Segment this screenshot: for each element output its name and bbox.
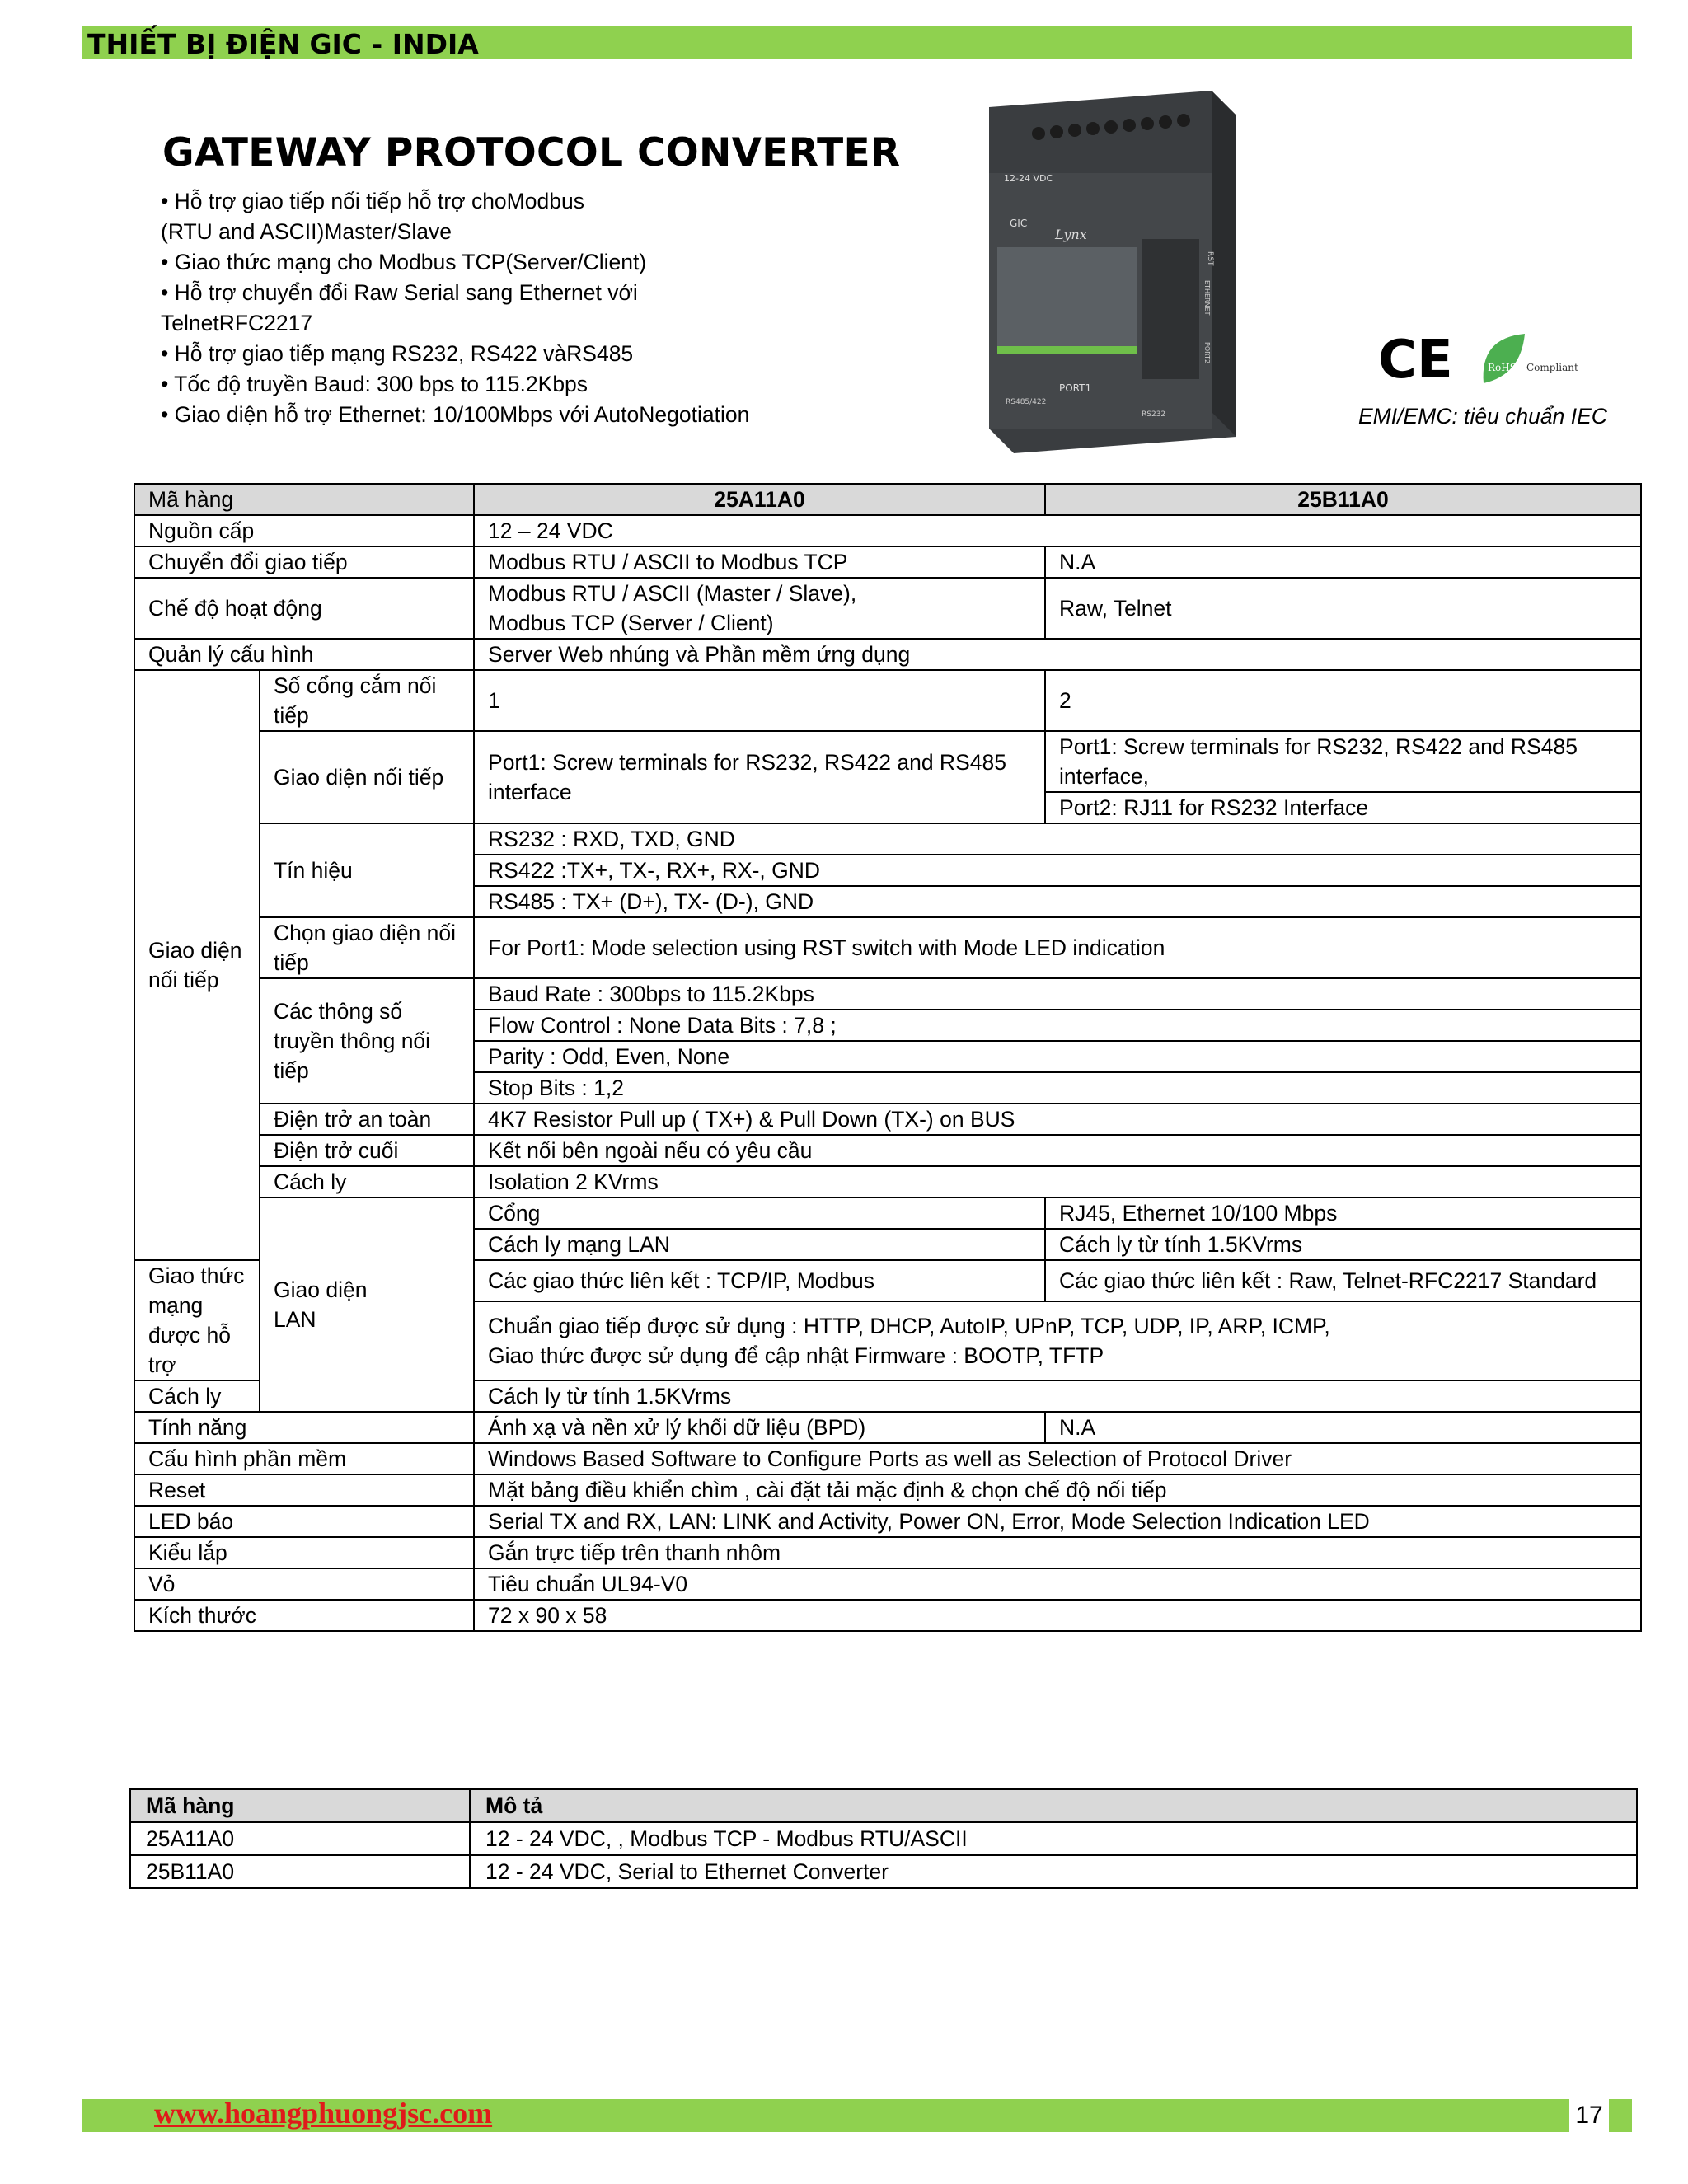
table-cell: Kích thước <box>134 1600 474 1631</box>
table-cell: Cách ly từ tính 1.5KVrms <box>474 1380 1641 1412</box>
table-row <box>134 639 1641 670</box>
svg-text:Compliant: Compliant <box>1526 362 1578 373</box>
table-cell: Nguồn cấp <box>134 515 474 546</box>
page-number: 17 <box>1569 2099 1609 2132</box>
table-cell: For Port1: Mode selection using RST switch with Mode LED indication <box>474 917 1641 978</box>
table-row <box>134 978 1641 1010</box>
table-cell: Số cổng cắm nối tiếp <box>260 670 474 731</box>
table-cell: Port2: RJ11 for RS232 Interface <box>1045 792 1641 823</box>
table-cell: Cổng <box>474 1197 1045 1229</box>
table-row <box>134 1474 1641 1506</box>
svg-text:GIC: GIC <box>1010 218 1028 229</box>
table-cell: 72 x 90 x 58 <box>474 1600 1641 1631</box>
table-cell: Gắn trực tiếp trên thanh nhôm <box>474 1537 1641 1568</box>
table-cell: Port1: Screw terminals for RS232, RS422 and RS485 interface, <box>1045 731 1641 792</box>
table-cell: 25B11A0 <box>1045 484 1641 515</box>
table-cell: RS485 : TX+ (D+), TX- (D-), GND <box>474 886 1641 917</box>
cell-line: Modbus RTU / ASCII (Master / Slave), <box>488 581 857 606</box>
header-bar <box>82 26 1632 59</box>
rohs-logo-icon <box>1475 326 1599 391</box>
group-label-lan: Giao diện LAN <box>260 1197 474 1412</box>
product-image <box>964 82 1245 462</box>
feature-line: • Tốc độ truyền Baud: 300 bps to 115.2Kbps <box>161 372 588 396</box>
svg-text:Lynx: Lynx <box>1055 227 1087 242</box>
table-row <box>134 1104 1641 1135</box>
table-cell: Chuyển đổi giao tiếp <box>134 546 474 578</box>
table-cell: Tiêu chuẩn UL94-V0 <box>474 1568 1641 1600</box>
table-cell: Baud Rate : 300bps to 115.2Kbps <box>474 978 1641 1010</box>
table-cell: 25B11A0 <box>130 1855 470 1888</box>
table-cell: 2 <box>1045 670 1641 731</box>
table-cell: 12 - 24 VDC, , Modbus TCP - Modbus RTU/ASCII <box>470 1822 1637 1855</box>
table-cell: Cách ly mạng LAN <box>474 1229 1045 1260</box>
table-row <box>134 1537 1641 1568</box>
svg-text:PORT1: PORT1 <box>1059 382 1092 394</box>
table-cell: Cách ly <box>134 1380 260 1412</box>
feature-line: • Giao diện hỗ trợ Ethernet: 10/100Mbps với AutoNegotiation <box>161 402 750 427</box>
spec-table <box>134 483 1642 1632</box>
group-label-serial: Giao diện nối tiếp <box>134 670 260 1260</box>
table-header-row <box>130 1789 1637 1822</box>
table-row <box>134 1135 1641 1166</box>
table-cell: Raw, Telnet <box>1045 578 1641 639</box>
header-title: THIẾT BỊ ĐIỆN GIC - INDIA <box>87 28 479 60</box>
table-row <box>134 1197 1641 1229</box>
table-cell: Reset <box>134 1474 474 1506</box>
table-cell: Mặt bảng điều khiển chìm , cài đặt tải mặc định & chọn chế độ nối tiếp <box>474 1474 1641 1506</box>
table-cell <box>474 1301 1641 1380</box>
table-cell: Giao diện nối tiếp <box>260 731 474 823</box>
table-cell: Flow Control : None Data Bits : 7,8 ; <box>474 1010 1641 1041</box>
table-cell: 4K7 Resistor Pull up ( TX+) & Pull Down (TX-) on BUS <box>474 1104 1641 1135</box>
table-cell: Giao thức mạng được hỗ trợ <box>134 1260 260 1380</box>
table-cell: Các thông số truyền thông nối tiếp <box>260 978 474 1104</box>
svg-text:12-24 VDC: 12-24 VDC <box>1004 173 1053 184</box>
table-cell <box>474 578 1045 639</box>
feature-line: TelnetRFC2217 <box>161 311 313 335</box>
table-cell: Điện trở cuối <box>260 1135 474 1166</box>
table-cell: Stop Bits : 1,2 <box>474 1072 1641 1104</box>
table-cell: Chọn giao diện nối tiếp <box>260 917 474 978</box>
table-cell: N.A <box>1045 546 1641 578</box>
table-cell: 12 - 24 VDC, Serial to Ethernet Converter <box>470 1855 1637 1888</box>
table-row <box>134 1600 1641 1631</box>
table-cell: Mã hàng <box>134 484 474 515</box>
table-row <box>134 1166 1641 1197</box>
table-row <box>130 1822 1637 1855</box>
footer-bar <box>82 2099 1632 2132</box>
svg-text:RST: RST <box>1206 251 1214 266</box>
table-cell: 25A11A0 <box>130 1822 470 1855</box>
table-cell: Cách ly <box>260 1166 474 1197</box>
table-cell: RJ45, Ethernet 10/100 Mbps <box>1045 1197 1641 1229</box>
svg-text:RS232: RS232 <box>1142 410 1166 419</box>
feature-line: • Hỗ trợ giao tiếp mạng RS232, RS422 vàRS485 <box>161 341 634 366</box>
table-cell: Tính năng <box>134 1412 474 1443</box>
table-row <box>130 1855 1637 1888</box>
table-row <box>134 1506 1641 1537</box>
table-cell: RS232 : RXD, TXD, GND <box>474 823 1641 855</box>
cell-line: Chuẩn giao tiếp được sử dụng : HTTP, DHCP, AutoIP, UPnP, TCP, UDP, IP, ARP, ICMP, <box>488 1313 1330 1338</box>
table-cell: 25A11A0 <box>474 484 1045 515</box>
table-cell: Cấu hình phần mềm <box>134 1443 474 1474</box>
table-row <box>134 731 1641 792</box>
table-cell: Server Web nhúng và Phần mềm ứng dụng <box>474 639 1641 670</box>
table-header-row <box>134 484 1641 515</box>
table-cell: Chế độ hoạt động <box>134 578 474 639</box>
table-cell: Ánh xạ và nền xử lý khối dữ liệu (BPD) <box>474 1412 1045 1443</box>
table-cell: Mã hàng <box>130 1789 470 1822</box>
order-table <box>129 1788 1638 1889</box>
table-cell: Vỏ <box>134 1568 474 1600</box>
table-cell: Các giao thức liên kết : Raw, Telnet-RFC2217 Standard <box>1045 1260 1641 1301</box>
table-row <box>134 1412 1641 1443</box>
table-cell: LED báo <box>134 1506 474 1537</box>
feature-line: • Hỗ trợ chuyển đổi Raw Serial sang Ethernet với <box>161 280 638 305</box>
table-cell: Quản lý cấu hình <box>134 639 474 670</box>
cell-line: Modbus TCP (Server / Client) <box>488 611 774 635</box>
table-cell: N.A <box>1045 1412 1641 1443</box>
table-cell: Modbus RTU / ASCII to Modbus TCP <box>474 546 1045 578</box>
table-cell: Kiểu lắp <box>134 1537 474 1568</box>
table-cell: 1 <box>474 670 1045 731</box>
svg-text:PORT2: PORT2 <box>1203 342 1211 364</box>
emi-standard-text: EMI/EMC: tiêu chuẩn IEC <box>1358 404 1607 429</box>
table-cell: Cách ly từ tính 1.5KVrms <box>1045 1229 1641 1260</box>
website-link[interactable]: www.hoangphuongjsc.com <box>154 2097 493 2130</box>
table-cell: Port1: Screw terminals for RS232, RS422 and RS485 interface <box>474 731 1045 823</box>
svg-text:ETHERNET: ETHERNET <box>1203 280 1211 316</box>
feature-list <box>161 186 927 430</box>
svg-text:RS485/422: RS485/422 <box>1006 398 1047 406</box>
table-row <box>134 917 1641 978</box>
table-cell: 12 – 24 VDC <box>474 515 1641 546</box>
table-cell: Serial TX and RX, LAN: LINK and Activity, Power ON, Error, Mode Selection Indication LED <box>474 1506 1641 1537</box>
table-cell: Parity : Odd, Even, None <box>474 1041 1641 1072</box>
page-title: GATEWAY PROTOCOL CONVERTER <box>162 130 901 176</box>
table-cell: Kết nối bên ngoài nếu có yêu cầu <box>474 1135 1641 1166</box>
table-cell: Isolation 2 KVrms <box>474 1166 1641 1197</box>
table-row <box>134 1568 1641 1600</box>
table-cell: Tín hiệu <box>260 823 474 917</box>
table-cell: Các giao thức liên kết : TCP/IP, Modbus <box>474 1260 1045 1301</box>
feature-line: • Hỗ trợ giao tiếp nối tiếp hỗ trợ choModbus <box>161 189 584 213</box>
svg-text:RoHS: RoHS <box>1488 362 1517 373</box>
ce-mark-icon <box>1376 330 1453 391</box>
table-cell: RS422 :TX+, TX-, RX+, RX-, GND <box>474 855 1641 886</box>
table-row <box>134 823 1641 855</box>
table-row <box>134 578 1641 639</box>
cell-line: Giao thức được sử dụng để cập nhật Firmware : BOOTP, TFTP <box>488 1343 1104 1368</box>
feature-line: • Giao thức mạng cho Modbus TCP(Server/Client) <box>161 250 647 274</box>
table-row <box>134 546 1641 578</box>
table-row <box>134 515 1641 546</box>
feature-line: (RTU and ASCII)Master/Slave <box>161 219 452 244</box>
table-cell: Windows Based Software to Configure Ports as well as Selection of Protocol Driver <box>474 1443 1641 1474</box>
table-row <box>134 1443 1641 1474</box>
svg-text:CE: CE <box>1378 330 1453 391</box>
table-cell: Mô tả <box>470 1789 1637 1822</box>
table-cell: Điện trở an toàn <box>260 1104 474 1135</box>
table-row <box>134 670 1641 731</box>
